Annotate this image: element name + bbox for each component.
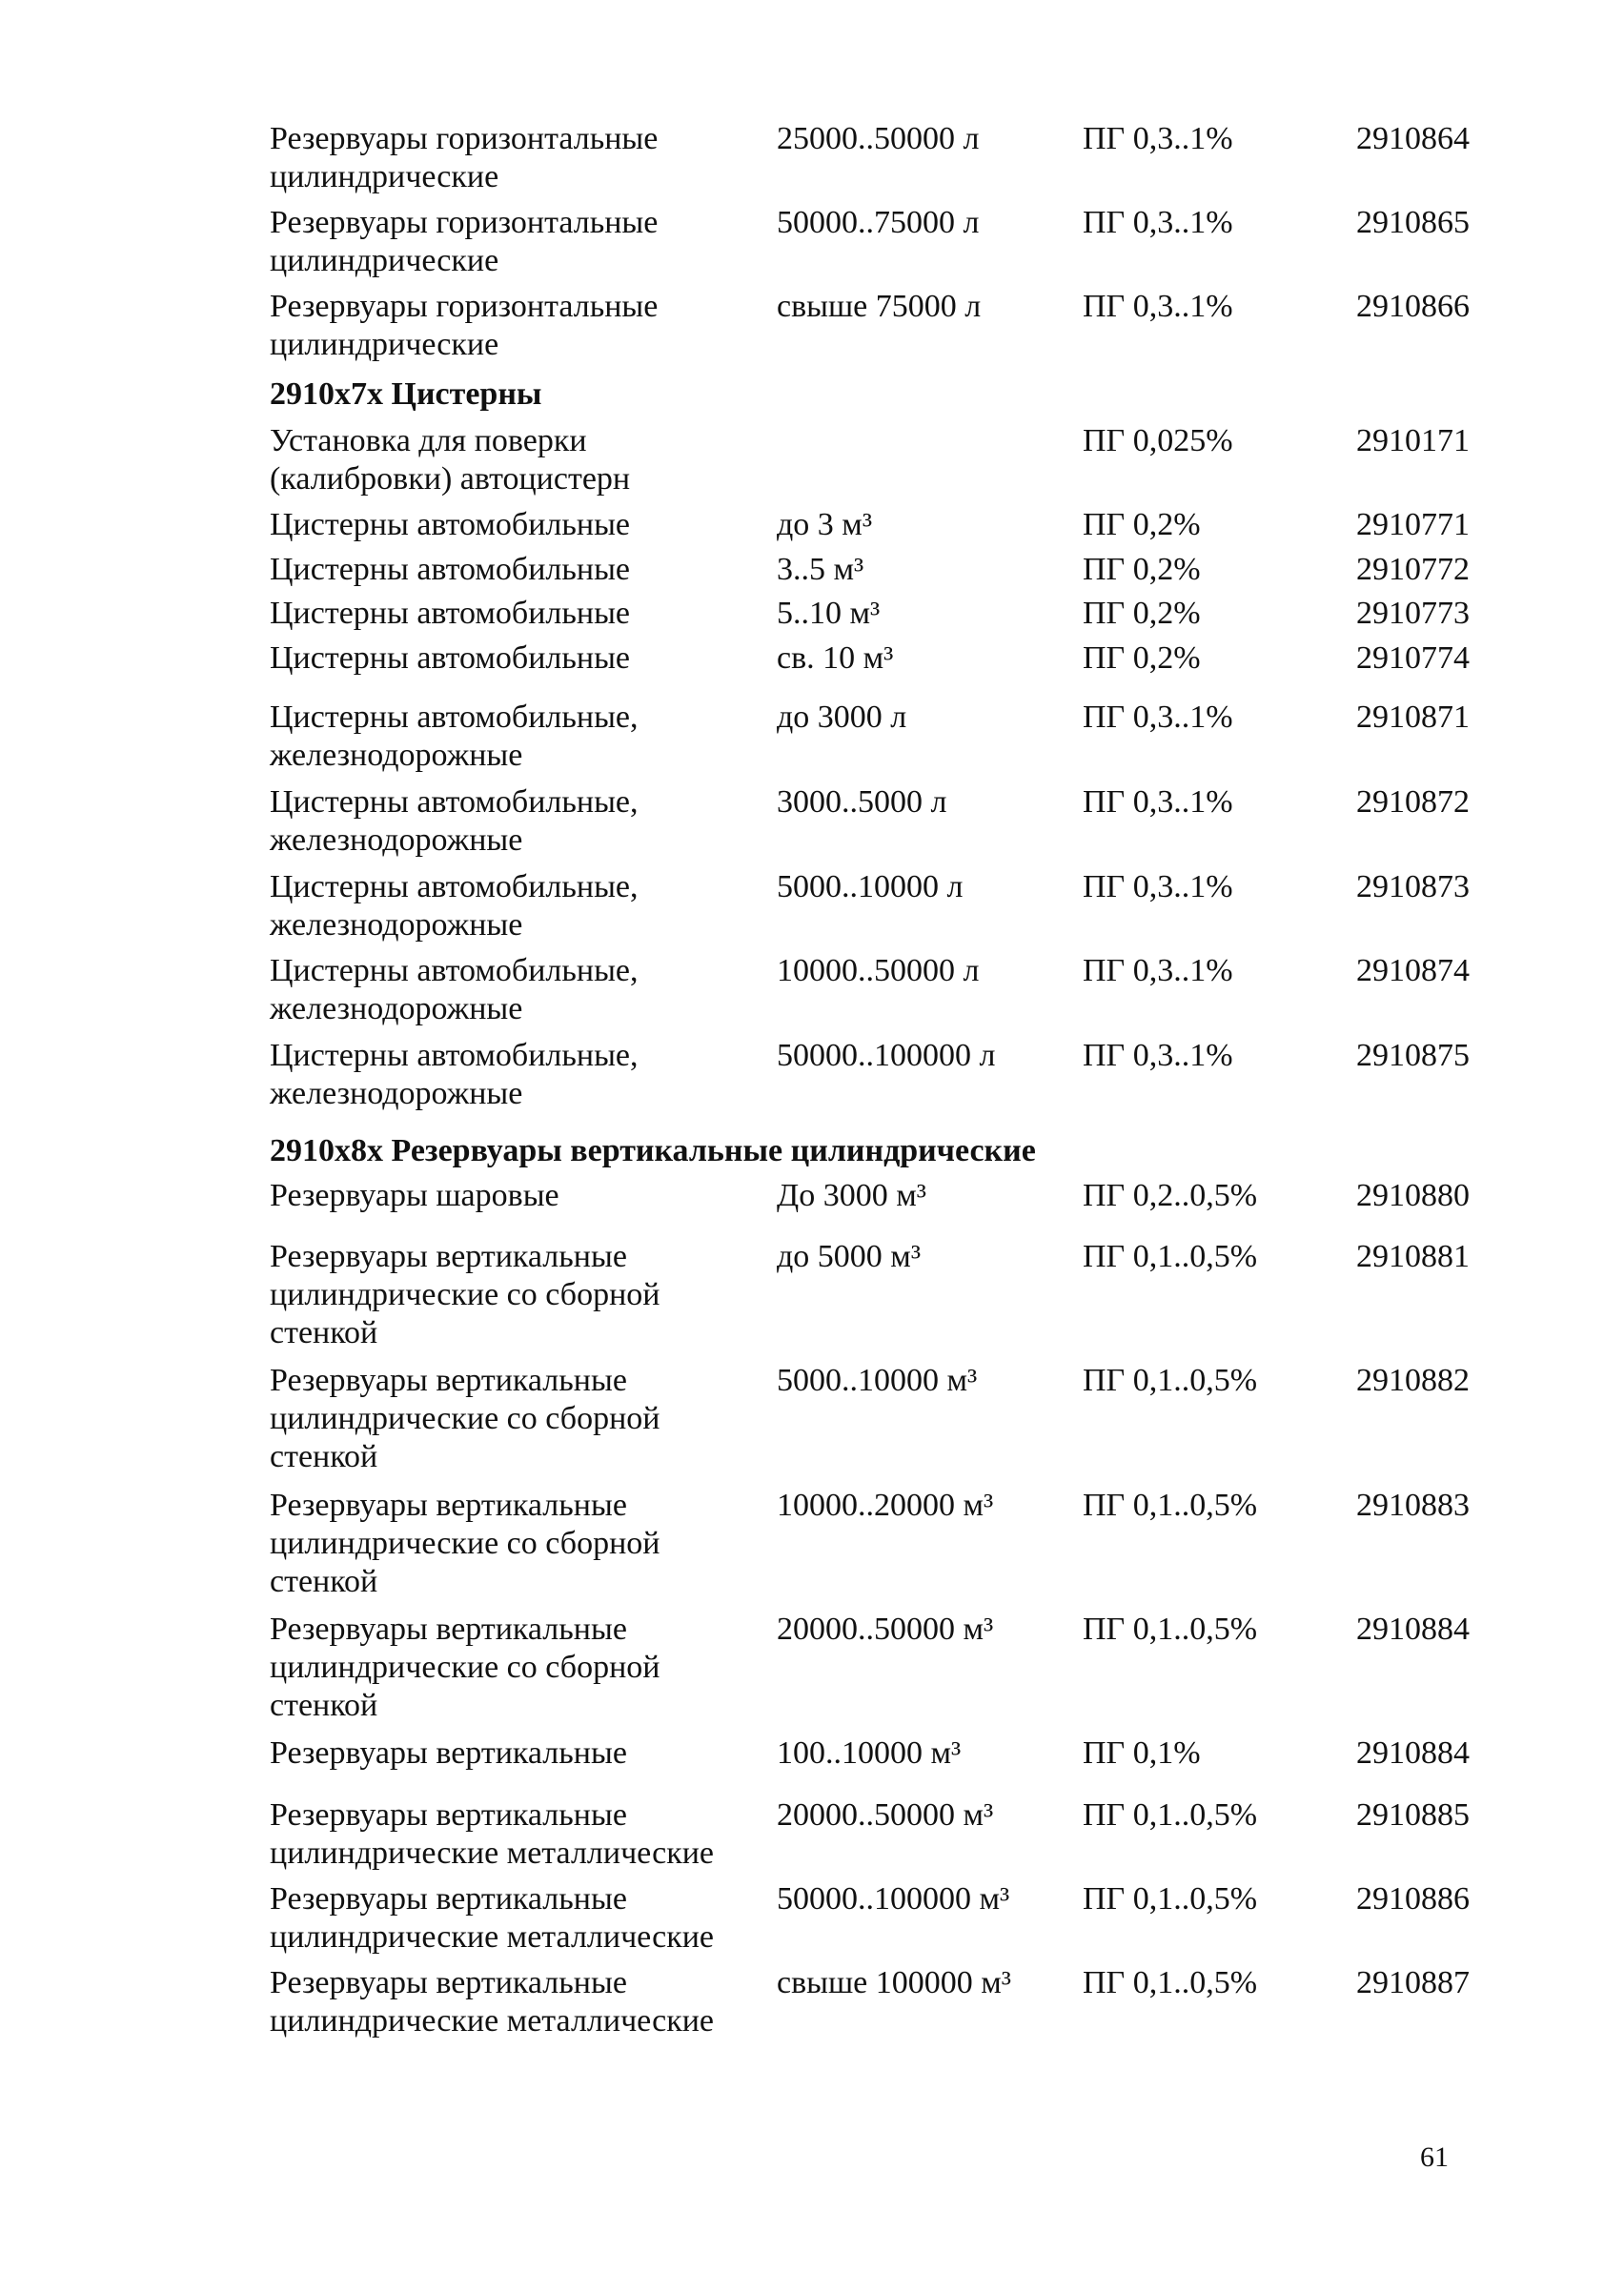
item-range: До 3000 м³ [777, 1178, 926, 1213]
item-name: Цистерны автомобильные, железнодорожные [270, 953, 639, 1026]
item-name: Цистерны автомобильные, железнодорожные [270, 784, 639, 858]
item-error: ПГ 0,1..0,5% [1083, 1881, 1258, 1917]
item-range: 5..10 м³ [777, 596, 881, 631]
item-name: Цистерны автомобильные [270, 507, 631, 542]
item-error: ПГ 0,1..0,5% [1083, 1612, 1258, 1647]
item-code: 2910871 [1356, 700, 1470, 735]
item-error: ПГ 0,1..0,5% [1083, 1488, 1258, 1523]
item-range: 10000..50000 л [777, 953, 980, 988]
item-name: Резервуары вертикальные цилиндрические металлические [270, 1965, 715, 2039]
section-title: 2910x7x Цистерны [270, 376, 542, 412]
item-code: 2910774 [1356, 640, 1470, 676]
item-range: свыше 100000 м³ [777, 1965, 1011, 2000]
item-error: ПГ 0,2% [1083, 596, 1201, 631]
item-code: 2910887 [1356, 1965, 1470, 2000]
item-error: ПГ 0,3..1% [1083, 205, 1233, 240]
item-error: ПГ 0,2% [1083, 640, 1201, 676]
item-range: 3..5 м³ [777, 552, 864, 587]
item-name: Резервуары горизонтальные цилиндрические [270, 121, 659, 194]
item-name: Установка для поверки (калибровки) автоцистерн [270, 423, 631, 497]
item-error: ПГ 0,3..1% [1083, 953, 1233, 988]
item-name: Резервуары вертикальные цилиндрические металлические [270, 1881, 715, 1955]
section-title: 2910x8x Резервуары вертикальные цилиндрические [270, 1133, 1036, 1168]
item-code: 2910872 [1356, 784, 1470, 820]
item-name: Цистерны автомобильные, железнодорожные [270, 1038, 639, 1111]
item-code: 2910886 [1356, 1881, 1470, 1917]
item-name: Резервуары горизонтальные цилиндрические [270, 289, 659, 362]
item-error: ПГ 0,2..0,5% [1083, 1178, 1258, 1213]
item-range: св. 10 м³ [777, 640, 894, 676]
item-range: до 3000 л [777, 700, 907, 735]
item-name: Резервуары вертикальные [270, 1735, 627, 1771]
item-range: до 5000 м³ [777, 1239, 922, 1274]
item-error: ПГ 0,1..0,5% [1083, 1363, 1258, 1398]
item-code: 2910771 [1356, 507, 1470, 542]
item-code: 2910883 [1356, 1488, 1470, 1523]
item-code: 2910875 [1356, 1038, 1470, 1073]
item-name: Резервуары вертикальные цилиндрические со сборной стенкой [270, 1363, 660, 1474]
item-code: 2910866 [1356, 289, 1470, 324]
item-range: 20000..50000 м³ [777, 1612, 994, 1647]
item-error: ПГ 0,1..0,5% [1083, 1239, 1258, 1274]
item-name: Цистерны автомобильные [270, 552, 631, 587]
item-code: 2910171 [1356, 423, 1470, 458]
item-range: 5000..10000 м³ [777, 1363, 978, 1398]
item-range: 5000..10000 л [777, 869, 964, 904]
item-code: 2910885 [1356, 1797, 1470, 1833]
item-range: 100..10000 м³ [777, 1735, 962, 1771]
item-error: ПГ 0,025% [1083, 423, 1233, 458]
item-code: 2910881 [1356, 1239, 1470, 1274]
item-range: свыше 75000 л [777, 289, 982, 324]
item-name: Резервуары вертикальные цилиндрические со сборной стенкой [270, 1612, 660, 1723]
item-error: ПГ 0,3..1% [1083, 121, 1233, 156]
item-code: 2910865 [1356, 205, 1470, 240]
item-error: ПГ 0,2% [1083, 552, 1201, 587]
item-name: Резервуары шаровые [270, 1178, 559, 1213]
item-error: ПГ 0,2% [1083, 507, 1201, 542]
item-error: ПГ 0,3..1% [1083, 289, 1233, 324]
item-name: Резервуары вертикальные цилиндрические металлические [270, 1797, 715, 1871]
item-error: ПГ 0,1..0,5% [1083, 1797, 1258, 1833]
item-range: 20000..50000 м³ [777, 1797, 994, 1833]
item-range: 50000..100000 м³ [777, 1881, 1010, 1917]
item-code: 2910874 [1356, 953, 1470, 988]
item-error: ПГ 0,3..1% [1083, 1038, 1233, 1073]
item-range: 10000..20000 м³ [777, 1488, 994, 1523]
item-name: Резервуары вертикальные цилиндрические со сборной стенкой [270, 1488, 660, 1599]
item-error: ПГ 0,3..1% [1083, 869, 1233, 904]
item-error: ПГ 0,3..1% [1083, 700, 1233, 735]
item-code: 2910882 [1356, 1363, 1470, 1398]
item-error: ПГ 0,3..1% [1083, 784, 1233, 820]
item-code: 2910773 [1356, 596, 1470, 631]
item-name: Резервуары вертикальные цилиндрические со сборной стенкой [270, 1239, 660, 1350]
item-name: Цистерны автомобильные, железнодорожные [270, 700, 639, 773]
item-range: до 3 м³ [777, 507, 873, 542]
item-error: ПГ 0,1..0,5% [1083, 1965, 1258, 2000]
item-name: Цистерны автомобильные [270, 640, 631, 676]
item-code: 2910772 [1356, 552, 1470, 587]
item-error: ПГ 0,1% [1083, 1735, 1201, 1771]
item-code: 2910884 [1356, 1612, 1470, 1647]
item-range: 50000..75000 л [777, 205, 980, 240]
item-code: 2910880 [1356, 1178, 1470, 1213]
item-name: Цистерны автомобильные [270, 596, 631, 631]
page-number: 61 [1420, 2141, 1449, 2173]
item-range: 3000..5000 л [777, 784, 947, 820]
item-range: 25000..50000 л [777, 121, 980, 156]
item-name: Цистерны автомобильные, железнодорожные [270, 869, 639, 943]
item-range: 50000..100000 л [777, 1038, 996, 1073]
item-code: 2910884 [1356, 1735, 1470, 1771]
item-name: Резервуары горизонтальные цилиндрические [270, 205, 659, 278]
item-code: 2910864 [1356, 121, 1470, 156]
item-code: 2910873 [1356, 869, 1470, 904]
